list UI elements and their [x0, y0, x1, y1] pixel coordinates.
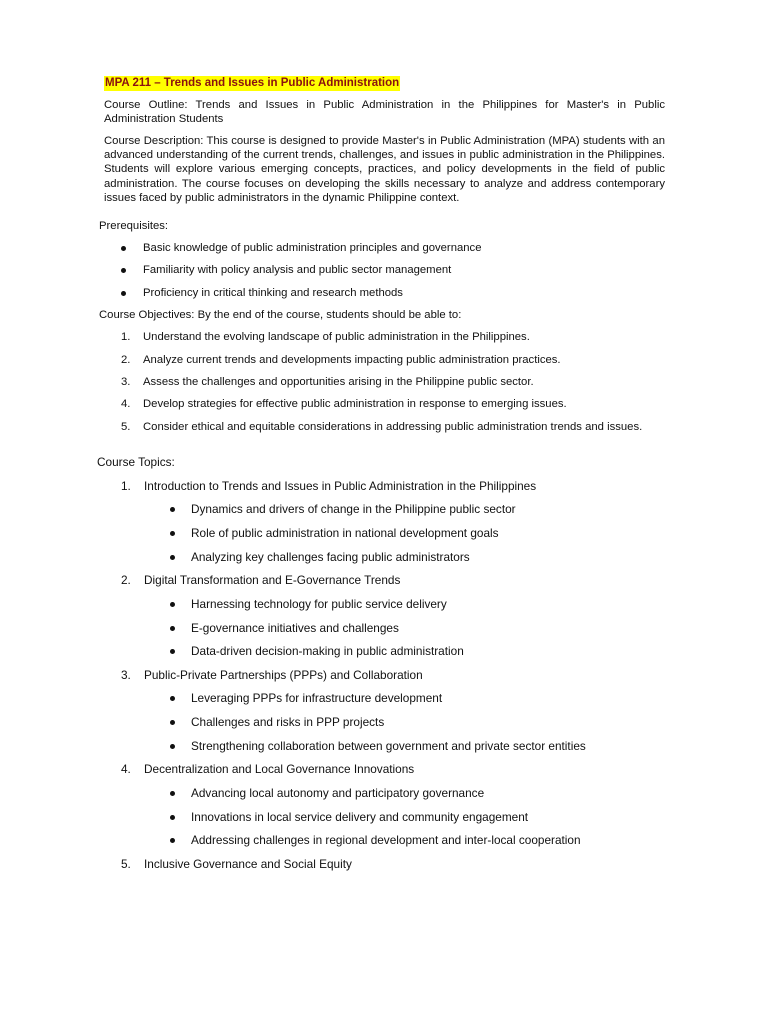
objective-item: Analyze current trends and developments impacting public administration practices. — [143, 354, 561, 366]
bullet-icon — [170, 602, 175, 607]
bullet-icon — [170, 696, 175, 701]
objective-item: Understand the evolving landscape of public administration in the Philippines. — [143, 331, 530, 343]
bullet-icon — [170, 649, 175, 654]
topic-number: 4. — [121, 762, 131, 776]
topic-subitem: Leveraging PPPs for infrastructure development — [191, 691, 443, 705]
prerequisite-item: Basic knowledge of public administration principles and governance — [143, 242, 482, 254]
bullet-icon — [170, 555, 175, 560]
bullet-icon — [170, 626, 175, 631]
topic-title: Inclusive Governance and Social Equity — [144, 857, 352, 871]
bullet-icon — [170, 744, 175, 749]
topic-subitem: Analyzing key challenges facing public administrators — [191, 550, 470, 564]
bullet-icon — [121, 246, 126, 251]
topic-subitem: E-governance initiatives and challenges — [191, 621, 399, 635]
bullet-icon — [170, 815, 175, 820]
topic-subitem: Harnessing technology for public service delivery — [191, 597, 447, 611]
topic-subitem: Advancing local autonomy and participatory governance — [191, 786, 485, 800]
bullet-icon — [170, 531, 175, 536]
bullet-icon — [170, 791, 175, 796]
prerequisites-heading: Prerequisites: — [99, 220, 169, 232]
objective-item: Develop strategies for effective public administration in response to emerging issues. — [143, 398, 567, 410]
topic-subitem: Data-driven decision-making in public administration — [191, 644, 464, 658]
document-title: MPA 211 – Trends and Issues in Public Administration — [105, 77, 400, 89]
objective-number: 3. — [121, 376, 131, 388]
objective-number: 5. — [121, 421, 131, 433]
bullet-icon — [170, 507, 175, 512]
topic-subitem: Strengthening collaboration between government and private sector entities — [191, 739, 586, 753]
objective-number: 1. — [121, 331, 131, 343]
topic-title: Public-Private Partnerships (PPPs) and Collaboration — [144, 668, 423, 682]
objective-number: 2. — [121, 354, 131, 366]
objective-item: Consider ethical and equitable considerations in addressing public administration trends and issues. — [143, 421, 643, 433]
topic-number: 3. — [121, 668, 131, 682]
topic-subitem: Dynamics and drivers of change in the Philippine public sector — [191, 502, 516, 516]
topic-subitem: Innovations in local service delivery and community engagement — [191, 810, 529, 824]
topic-subitem: Role of public administration in national development goals — [191, 526, 499, 540]
topic-number: 2. — [121, 573, 131, 587]
topic-subitem: Addressing challenges in regional development and inter-local cooperation — [191, 833, 581, 847]
topic-title: Digital Transformation and E-Governance Trends — [144, 573, 401, 587]
prerequisite-item: Proficiency in critical thinking and research methods — [143, 287, 403, 299]
bullet-icon — [121, 291, 126, 296]
course-description: Course Description: This course is designed to provide Master's in Public Administration (MPA) students with an advanced understanding of the current trends, challenges, and issues in public administration in the Philippines. Students will explore various emerging concepts, practices, and policy developments in the field of public administration. The course focuses on developing the skills necessary to analyze and address contemporary issues faced by public administrators in the dynamic Philippine context. — [104, 135, 665, 204]
bullet-icon — [170, 720, 175, 725]
bullet-icon — [121, 268, 126, 273]
course-outline: Course Outline: Trends and Issues in Public Administration in the Philippines for Master's in Public Administration Students — [104, 99, 665, 126]
topic-title: Introduction to Trends and Issues in Public Administration in the Philippines — [144, 479, 537, 493]
objectives-heading: Course Objectives: By the end of the course, students should be able to: — [99, 309, 462, 321]
topic-number: 5. — [121, 857, 131, 871]
topics-heading: Course Topics: — [97, 455, 175, 469]
bullet-icon — [170, 838, 175, 843]
topic-number: 1. — [121, 479, 131, 493]
prerequisite-item: Familiarity with policy analysis and public sector management — [143, 264, 452, 276]
topic-subitem: Challenges and risks in PPP projects — [191, 715, 385, 729]
objective-item: Assess the challenges and opportunities arising in the Philippine public sector. — [143, 376, 534, 388]
objective-number: 4. — [121, 398, 131, 410]
topic-title: Decentralization and Local Governance Innovations — [144, 762, 415, 776]
